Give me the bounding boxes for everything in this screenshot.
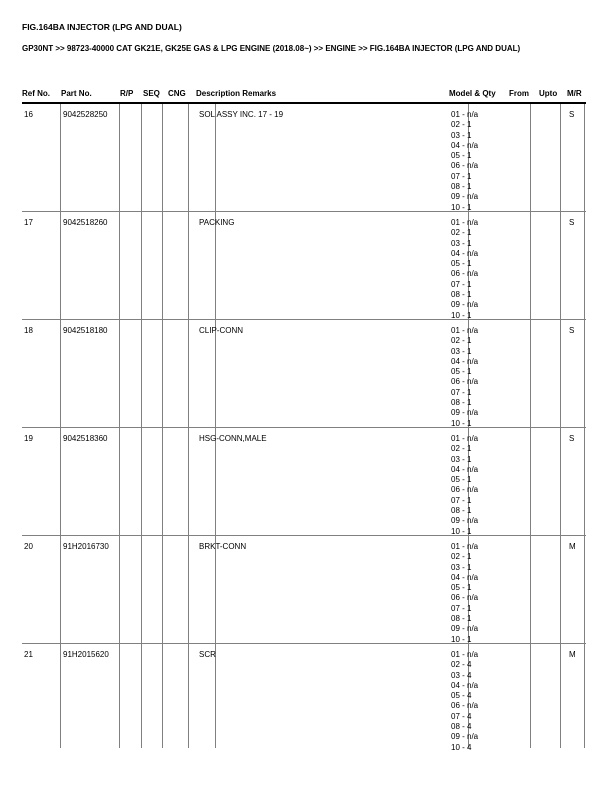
model-qty-line: 02 - 1: [451, 552, 472, 562]
model-qty-line: 04 - n/a: [451, 248, 479, 258]
mr-cell: S: [569, 218, 575, 227]
col-header-ref-no: Ref No.: [22, 89, 50, 98]
model-qty-line: 08 - 1: [451, 290, 472, 300]
column-divider: [162, 320, 163, 427]
model-qty-line: 05 - 1: [451, 475, 472, 485]
column-divider: [560, 428, 561, 535]
col-header-from: From: [509, 89, 529, 98]
model-qty-line: 05 - 1: [451, 583, 472, 593]
table-row: [22, 104, 586, 212]
model-qty-line: 05 - 4: [451, 691, 472, 701]
column-divider: [584, 320, 585, 427]
mr-cell: M: [569, 650, 576, 659]
column-divider: [119, 536, 120, 643]
column-divider: [584, 428, 585, 535]
column-divider: [530, 644, 531, 748]
column-divider: [188, 536, 189, 643]
description-cell: SOL ASSY INC. 17 - 19: [199, 110, 284, 119]
model-qty-line: 01 - n/a: [451, 326, 479, 335]
model-qty-line: 10 - 1: [451, 202, 472, 212]
col-header-cng: CNG: [168, 89, 186, 98]
model-qty-line: 09 - n/a: [451, 300, 479, 310]
breadcrumb: GP30NT >> 98723-40000 CAT GK21E, GK25E GAS & LPG ENGINE (2018.08~) >> ENGINE >> FIG.164BA INJECTOR (LPG AND DUAL): [22, 44, 521, 53]
col-header-rp: R/P: [120, 89, 134, 98]
model-qty-line: 06 - n/a: [451, 485, 479, 495]
ref-no-cell: 21: [24, 650, 33, 659]
model-qty-line: 01 - n/a: [451, 434, 479, 443]
column-divider: [162, 644, 163, 748]
column-divider: [530, 212, 531, 319]
column-divider: [188, 644, 189, 748]
col-header-part-no: Part No.: [61, 89, 92, 98]
model-qty-line: 10 - 4: [451, 742, 472, 752]
column-divider: [119, 212, 120, 319]
model-qty-cell: [451, 326, 478, 429]
model-qty-line: 03 - 1: [451, 562, 472, 572]
model-qty-line: 04 - n/a: [451, 680, 479, 690]
model-qty-line: 06 - n/a: [451, 377, 479, 387]
model-qty-line: 08 - 1: [451, 398, 472, 408]
ref-no-cell: 19: [24, 434, 33, 443]
model-qty-line: 09 - n/a: [451, 624, 479, 634]
description-cell: SCR: [199, 650, 216, 659]
model-qty-line: 07 - 1: [451, 603, 472, 613]
column-divider: [141, 320, 142, 427]
mr-cell: S: [569, 434, 575, 443]
model-qty-line: 04 - n/a: [451, 140, 479, 150]
column-divider: [162, 428, 163, 535]
model-qty-line: 03 - 1: [451, 238, 472, 248]
model-qty-line: 07 - 1: [451, 387, 472, 397]
model-qty-line: 04 - n/a: [451, 356, 479, 366]
column-divider: [141, 536, 142, 643]
model-qty-cell: [451, 434, 478, 537]
column-divider: [560, 320, 561, 427]
table-row: [22, 212, 586, 320]
column-divider: [60, 428, 61, 535]
column-divider: [141, 104, 142, 211]
column-divider: [188, 104, 189, 211]
column-divider: [188, 428, 189, 535]
model-qty-line: 09 - n/a: [451, 192, 479, 202]
part-no-cell: 9042518260: [63, 218, 108, 227]
model-qty-line: 03 - 1: [451, 346, 472, 356]
column-divider: [530, 104, 531, 211]
model-qty-line: 06 - n/a: [451, 701, 479, 711]
column-divider: [584, 536, 585, 643]
model-qty-line: 03 - 1: [451, 130, 472, 140]
model-qty-line: 09 - n/a: [451, 516, 479, 526]
model-qty-cell: [451, 110, 478, 213]
column-divider: [60, 212, 61, 319]
column-divider: [560, 212, 561, 319]
table-row: [22, 644, 586, 752]
model-qty-line: 05 - 1: [451, 367, 472, 377]
column-divider: [141, 644, 142, 748]
column-divider: [530, 320, 531, 427]
model-qty-line: 06 - n/a: [451, 269, 479, 279]
model-qty-line: 01 - n/a: [451, 650, 479, 659]
model-qty-line: 10 - 1: [451, 634, 472, 644]
model-qty-cell: [451, 650, 478, 753]
model-qty-cell: [451, 218, 478, 321]
model-qty-line: 01 - n/a: [451, 542, 479, 551]
column-divider: [162, 104, 163, 211]
column-divider: [60, 536, 61, 643]
column-divider: [162, 212, 163, 319]
column-divider: [188, 320, 189, 427]
part-no-cell: 9042528250: [63, 110, 108, 119]
model-qty-line: 06 - n/a: [451, 593, 479, 603]
description-cell: HSG-CONN,MALE: [199, 434, 267, 443]
model-qty-line: 09 - n/a: [451, 408, 479, 418]
part-no-cell: 91H2015620: [63, 650, 109, 659]
part-no-cell: 9042518180: [63, 326, 108, 335]
table-row: [22, 536, 586, 644]
parts-table: [22, 104, 586, 752]
ref-no-cell: 18: [24, 326, 33, 335]
model-qty-line: 09 - n/a: [451, 732, 479, 742]
model-qty-cell: [451, 542, 478, 645]
column-divider: [584, 212, 585, 319]
part-no-cell: 9042518360: [63, 434, 108, 443]
col-header-model-qty: Model & Qty: [449, 89, 496, 98]
column-divider: [560, 104, 561, 211]
column-divider: [162, 536, 163, 643]
col-header-mr: M/R: [567, 89, 582, 98]
model-qty-line: 08 - 4: [451, 722, 472, 732]
column-divider: [119, 104, 120, 211]
model-qty-line: 02 - 1: [451, 228, 472, 238]
model-qty-line: 04 - n/a: [451, 464, 479, 474]
model-qty-line: 07 - 1: [451, 495, 472, 505]
column-divider: [60, 104, 61, 211]
mr-cell: S: [569, 326, 575, 335]
table-row: [22, 428, 586, 536]
model-qty-line: 08 - 1: [451, 182, 472, 192]
model-qty-line: 10 - 1: [451, 418, 472, 428]
column-divider: [141, 428, 142, 535]
part-no-cell: 91H2016730: [63, 542, 109, 551]
model-qty-line: 03 - 1: [451, 454, 472, 464]
column-divider: [560, 536, 561, 643]
description-cell: CLIP-CONN: [199, 326, 244, 335]
model-qty-line: 02 - 1: [451, 120, 472, 130]
column-divider: [584, 644, 585, 748]
page-title: FIG.164BA INJECTOR (LPG AND DUAL): [22, 22, 182, 32]
ref-no-cell: 16: [24, 110, 33, 119]
column-divider: [60, 644, 61, 748]
col-header-description: Description Remarks: [196, 89, 277, 98]
model-qty-line: 02 - 4: [451, 660, 472, 670]
model-qty-line: 05 - 1: [451, 151, 472, 161]
model-qty-line: 07 - 1: [451, 171, 472, 181]
model-qty-line: 10 - 1: [451, 310, 472, 320]
col-header-upto: Upto: [539, 89, 558, 98]
column-divider: [141, 212, 142, 319]
column-divider: [530, 428, 531, 535]
model-qty-line: 03 - 4: [451, 670, 472, 680]
model-qty-line: 05 - 1: [451, 259, 472, 269]
description-cell: BRKT-CONN: [199, 542, 247, 551]
model-qty-line: 01 - n/a: [451, 218, 479, 227]
model-qty-line: 02 - 1: [451, 444, 472, 454]
column-divider: [584, 104, 585, 211]
column-divider: [560, 644, 561, 748]
mr-cell: S: [569, 110, 575, 119]
model-qty-line: 07 - 4: [451, 711, 472, 721]
column-divider: [530, 536, 531, 643]
model-qty-line: 04 - n/a: [451, 572, 479, 582]
model-qty-line: 10 - 1: [451, 526, 472, 536]
ref-no-cell: 20: [24, 542, 33, 551]
column-divider: [119, 428, 120, 535]
column-divider: [188, 212, 189, 319]
ref-no-cell: 17: [24, 218, 33, 227]
column-divider: [60, 320, 61, 427]
col-header-seq: SEQ: [143, 89, 160, 98]
model-qty-line: 01 - n/a: [451, 110, 479, 119]
model-qty-line: 08 - 1: [451, 506, 472, 516]
table-row: [22, 320, 586, 428]
column-divider: [119, 644, 120, 748]
description-cell: PACKING: [199, 218, 235, 227]
mr-cell: M: [569, 542, 576, 551]
model-qty-line: 06 - n/a: [451, 161, 479, 171]
model-qty-line: 02 - 1: [451, 336, 472, 346]
column-divider: [119, 320, 120, 427]
model-qty-line: 07 - 1: [451, 279, 472, 289]
model-qty-line: 08 - 1: [451, 614, 472, 624]
